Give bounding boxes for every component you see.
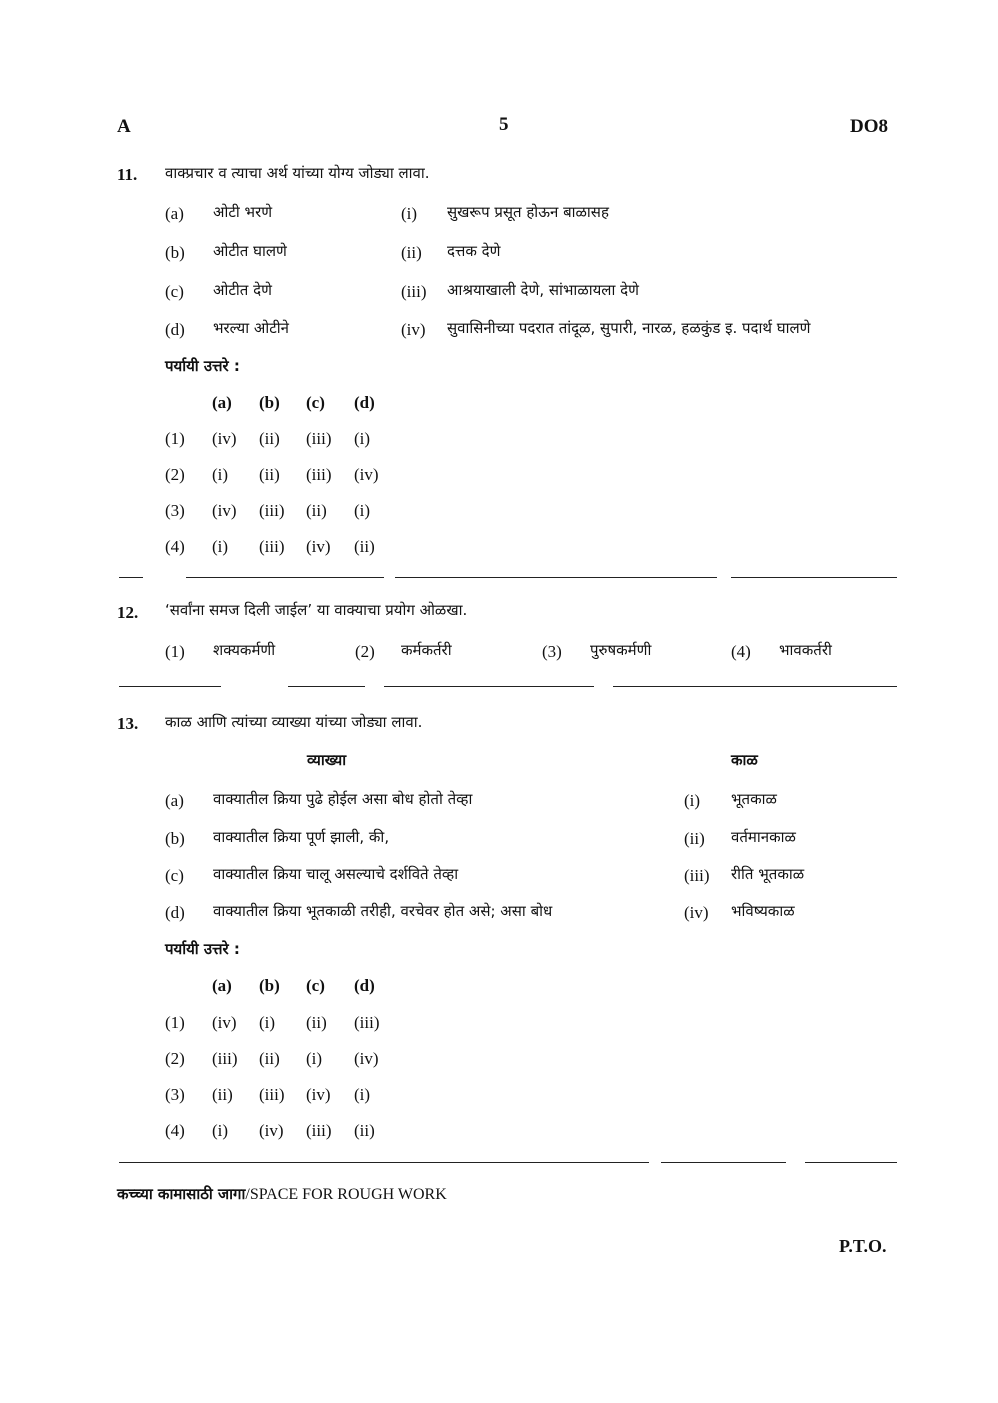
- option-number: (4): [165, 537, 185, 556]
- option-cell: (i): [212, 1121, 229, 1140]
- option-cell: (ii): [354, 537, 375, 556]
- option-cell: (i): [354, 429, 371, 448]
- rough-work-marathi: कच्च्या कामासाठी जागा: [117, 1185, 246, 1203]
- rough-work-label: [117, 1184, 447, 1204]
- separator-line: [613, 686, 897, 687]
- grid-head-d: (d): [354, 976, 375, 995]
- grid-head-b: (b): [259, 976, 280, 995]
- q13-grid-header: [165, 976, 405, 1000]
- q13-option-row[interactable]: [165, 1121, 405, 1145]
- q11-number: 11.: [117, 165, 138, 184]
- q13-right-text: भविष्यकाळ: [731, 902, 795, 920]
- separator-line: [395, 577, 717, 578]
- option-cell: (ii): [259, 465, 280, 484]
- q12-option-key: (4): [731, 642, 751, 661]
- grid-head-a: (a): [212, 393, 232, 412]
- q11-right-text: आश्रयाखाली देणे, सांभाळायला देणे: [447, 281, 639, 299]
- option-cell: (iv): [212, 429, 237, 448]
- option-cell: (iv): [354, 1049, 379, 1068]
- option-cell: (iii): [306, 1121, 332, 1140]
- q13-right-key: (ii): [684, 829, 705, 848]
- option-cell: (iii): [259, 501, 285, 520]
- separator-line: [384, 686, 594, 687]
- page-number: 5: [499, 114, 509, 135]
- grid-head-a: (a): [212, 976, 232, 995]
- option-number: (4): [165, 1121, 185, 1140]
- separator-line: [119, 1162, 649, 1163]
- q13-option-row[interactable]: [165, 1049, 405, 1073]
- q11-right-key: (i): [401, 204, 418, 223]
- q11-left-text: ओटीत घालणे: [213, 242, 287, 260]
- q12-option-key: (2): [355, 642, 375, 661]
- q11-right-text: सुवासिनीच्या पदरात तांदूळ, सुपारी, नारळ, हळकुंड इ. पदार्थ घालणे: [447, 319, 811, 337]
- rough-work-english: /SPACE FOR ROUGH WORK: [245, 1186, 447, 1203]
- q12-option-1[interactable]: शक्यकर्मणी: [213, 641, 276, 659]
- q13-right-text: रीति भूतकाळ: [731, 865, 805, 883]
- option-cell: (iv): [354, 465, 379, 484]
- option-cell: (i): [212, 537, 229, 556]
- q11-left-key: (d): [165, 320, 185, 339]
- q11-left-key: (b): [165, 243, 185, 262]
- q13-right-text: भूतकाळ: [731, 790, 777, 808]
- option-cell: (ii): [259, 1049, 280, 1068]
- option-cell: (ii): [259, 429, 280, 448]
- q11-option-row[interactable]: [165, 537, 405, 561]
- q13-left-text: वाक्यातील क्रिया भूतकाळी तरीही, वरचेवर होत असे; असा बोध: [213, 902, 553, 920]
- q13-option-row[interactable]: [165, 1085, 405, 1109]
- option-cell: (ii): [212, 1085, 233, 1104]
- option-cell: (iii): [212, 1049, 238, 1068]
- q12-option-2[interactable]: कर्मकर्तरी: [401, 641, 452, 659]
- separator-line: [805, 1162, 897, 1163]
- q11-left-text: भरल्या ओटीने: [213, 319, 290, 337]
- q12-option-3[interactable]: पुरुषकर्मणी: [590, 641, 652, 659]
- q13-left-key: (b): [165, 829, 185, 848]
- option-cell: (iv): [259, 1121, 284, 1140]
- q13-right-key: (iii): [684, 866, 710, 885]
- q13-answers-label: पर्यायी उत्तरे :: [165, 940, 240, 958]
- option-cell: (i): [259, 1013, 276, 1032]
- q13-left-text: वाक्यातील क्रिया पूर्ण झाली, की,: [213, 828, 390, 846]
- q12-prompt: ‘सर्वांना समज दिली जाईल’ या वाक्याचा प्रयोग ओळखा.: [165, 601, 468, 619]
- option-cell: (i): [354, 501, 371, 520]
- option-number: (1): [165, 1013, 185, 1032]
- separator-line: [186, 577, 384, 578]
- q11-left-text: ओटी भरणे: [213, 203, 273, 221]
- q12-option-key: (1): [165, 642, 185, 661]
- q11-grid-header: [165, 393, 405, 417]
- separator-line: [119, 577, 143, 578]
- q11-option-row[interactable]: [165, 429, 405, 453]
- q13-left-key: (a): [165, 791, 184, 810]
- option-number: (2): [165, 465, 185, 484]
- pto-label: P.T.O.: [839, 1236, 887, 1256]
- option-cell: (i): [212, 465, 229, 484]
- q13-left-key: (c): [165, 866, 184, 885]
- paper-code: DO8: [850, 116, 888, 137]
- option-cell: (iv): [212, 1013, 237, 1032]
- booklet-series: A: [117, 116, 131, 137]
- option-cell: (ii): [306, 501, 327, 520]
- option-number: (3): [165, 1085, 185, 1104]
- option-cell: (iii): [354, 1013, 380, 1032]
- q11-prompt: वाक्प्रचार व त्याचा अर्थ यांच्या योग्य जोड्या लावा.: [165, 164, 430, 182]
- option-cell: (i): [306, 1049, 323, 1068]
- q13-left-text: वाक्यातील क्रिया पुढे होईल असा बोध होतो तेव्हा: [213, 790, 473, 808]
- q11-left-key: (a): [165, 204, 184, 223]
- q12-option-4[interactable]: भावकर्तरी: [779, 641, 832, 659]
- q11-right-text: दत्तक देणे: [447, 242, 501, 260]
- separator-line: [288, 686, 365, 687]
- option-cell: (i): [354, 1085, 371, 1104]
- q12-option-key: (3): [542, 642, 562, 661]
- option-cell: (iii): [306, 465, 332, 484]
- option-number: (3): [165, 501, 185, 520]
- option-number: (2): [165, 1049, 185, 1068]
- q13-left-key: (d): [165, 903, 185, 922]
- separator-line: [731, 577, 897, 578]
- grid-head-d: (d): [354, 393, 375, 412]
- separator-line: [119, 686, 221, 687]
- q13-col-left-title: व्याख्या: [307, 751, 347, 769]
- option-cell: (iv): [212, 501, 237, 520]
- option-cell: (iii): [259, 537, 285, 556]
- q11-option-row[interactable]: [165, 465, 405, 489]
- option-number: (1): [165, 429, 185, 448]
- q11-right-key: (iii): [401, 282, 427, 301]
- option-cell: (ii): [354, 1121, 375, 1140]
- q11-right-text: सुखरूप प्रसूत होऊन बाळासह: [447, 203, 609, 221]
- q12-number: 12.: [117, 603, 139, 622]
- q13-prompt: काळ आणि त्यांच्या व्याख्या यांच्या जोड्या लावा.: [165, 713, 423, 731]
- q11-right-key: (iv): [401, 320, 426, 339]
- grid-head-c: (c): [306, 393, 325, 412]
- option-cell: (iii): [259, 1085, 285, 1104]
- q13-col-right-title: काळ: [731, 751, 758, 769]
- option-cell: (iv): [306, 1085, 331, 1104]
- grid-head-b: (b): [259, 393, 280, 412]
- q11-left-text: ओटीत देणे: [213, 281, 272, 299]
- q13-left-text: वाक्यातील क्रिया चालू असल्याचे दर्शविते तेव्हा: [213, 865, 459, 883]
- q13-number: 13.: [117, 714, 139, 733]
- option-cell: (ii): [306, 1013, 327, 1032]
- q13-right-text: वर्तमानकाळ: [731, 828, 796, 846]
- option-cell: (iv): [306, 537, 331, 556]
- grid-head-c: (c): [306, 976, 325, 995]
- q13-option-row[interactable]: [165, 1013, 405, 1037]
- q13-right-key: (iv): [684, 903, 709, 922]
- separator-line: [661, 1162, 786, 1163]
- q11-answers-label: पर्यायी उत्तरे :: [165, 357, 240, 375]
- q11-option-row[interactable]: [165, 501, 405, 525]
- q13-right-key: (i): [684, 791, 701, 810]
- q11-right-key: (ii): [401, 243, 422, 262]
- q11-left-key: (c): [165, 282, 184, 301]
- option-cell: (iii): [306, 429, 332, 448]
